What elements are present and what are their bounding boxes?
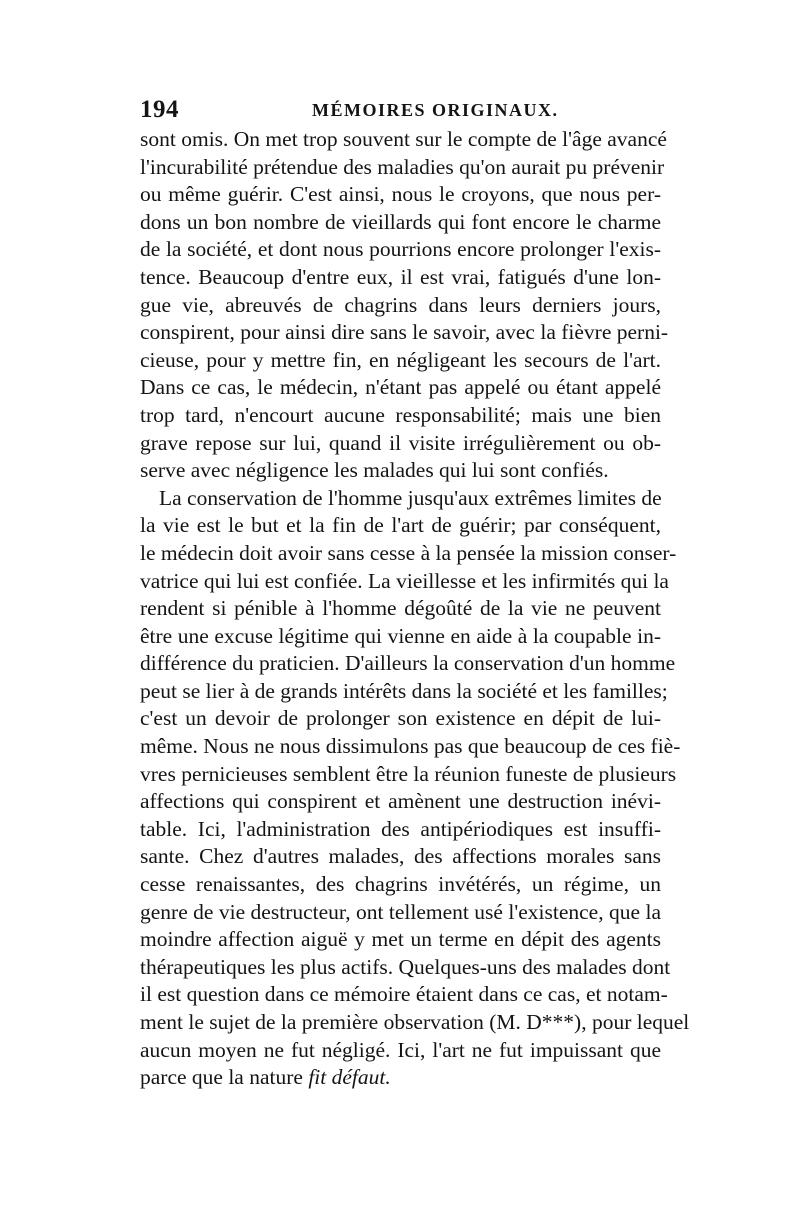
paragraph-end-line: serve avec négligence les malades qui lui sont confiés.: [140, 458, 609, 483]
text-line: de la société, et dont nous pourrions encore prolonger l'exis-: [140, 237, 661, 262]
text-line: cesse renaissantes, des chagrins invétérés, un régime, un: [140, 872, 661, 897]
text-line: conspirent, pour ainsi dire sans le savoir, avec la fièvre perni-: [140, 320, 669, 345]
text-line: différence du praticien. D'ailleurs la conservation d'un homme: [140, 651, 676, 676]
text-line: trop tard, n'encourt aucune responsabilité; mais une bien: [140, 402, 661, 427]
text-line: ment le sujet de la première observation (M. D***), pour lequel: [140, 1010, 690, 1034]
page-number: 194: [140, 96, 179, 123]
text-line: sont omis. On met trop souvent sur le compte de l'âge avancé: [140, 127, 667, 151]
text-line: tence. Beaucoup d'entre eux, il est vrai, fatigués d'une lon-: [140, 264, 661, 289]
text-line: affections qui conspirent et amènent une destruction inévi-: [140, 789, 661, 814]
text-line: c'est un devoir de prolonger son existence en dépit de lui-: [140, 706, 661, 731]
text-line: même. Nous ne nous dissimulons pas que beaucoup de ces fiè-: [140, 734, 681, 759]
text-line: thérapeutiques les plus actifs. Quelques-uns des malades dont: [140, 954, 671, 979]
text-line: grave repose sur lui, quand il visite irrégulièrement ou ob-: [140, 430, 661, 455]
text-line: la vie est le but et la fin de l'art de guérir; par conséquent,: [140, 513, 661, 538]
text-line: sante. Chez d'autres malades, des affections morales sans: [140, 844, 661, 869]
final-line-text: parce que la nature: [140, 1065, 309, 1090]
text-line: il est question dans ce mémoire étaient dans ce cas, et notam-: [140, 982, 668, 1007]
page-header: [140, 96, 660, 128]
text-line: gue vie, abreuvés de chagrins dans leurs derniers jours,: [140, 292, 661, 317]
text-line: genre de vie destructeur, ont tellement usé l'existence, que la: [140, 899, 661, 924]
paragraph-start-line: La conservation de l'homme jusqu'aux extrêmes limites de: [159, 485, 662, 510]
text-line: l'incurabilité prétendue des maladies qu'on aurait pu prévenir: [140, 154, 665, 179]
text-line: être une excuse légitime qui vienne en aide à la coupable in-: [140, 623, 661, 648]
text-line: vres pernicieuses semblent être la réunion funeste de plusieurs: [140, 761, 677, 786]
text-line: moindre affection aiguë y met un terme en dépit des agents: [140, 927, 661, 952]
text-line: vatrice qui lui est confiée. La vieillesse et les infirmités qui la: [140, 568, 669, 593]
running-title: MÉMOIRES ORIGINAUX.: [312, 100, 559, 120]
text-line: dons un bon nombre de vieillards qui font encore le charme: [140, 209, 661, 234]
text-line: rendent si pénible à l'homme dégoûté de la vie ne peuvent: [140, 596, 661, 621]
text-line: le médecin doit avoir sans cesse à la pensée la mission conser-: [140, 540, 677, 565]
text-line: ou même guérir. C'est ainsi, nous le croyons, que nous per-: [140, 182, 661, 207]
final-line-italic: fit défaut.: [308, 1065, 391, 1090]
text-line: peut se lier à de grands intérêts dans la société et les familles;: [140, 678, 668, 703]
text-line: cieuse, pour y mettre fin, en négligeant les secours de l'art.: [140, 347, 661, 372]
text-line: table. Ici, l'administration des antipériodiques est insuffi-: [140, 816, 661, 841]
final-line: [140, 1064, 661, 1092]
text-line: aucun moyen ne fut négligé. Ici, l'art ne fut impuissant que: [140, 1037, 661, 1062]
body-text: [140, 126, 690, 1092]
text-line: Dans ce cas, le médecin, n'étant pas appelé ou étant appelé: [140, 375, 661, 400]
